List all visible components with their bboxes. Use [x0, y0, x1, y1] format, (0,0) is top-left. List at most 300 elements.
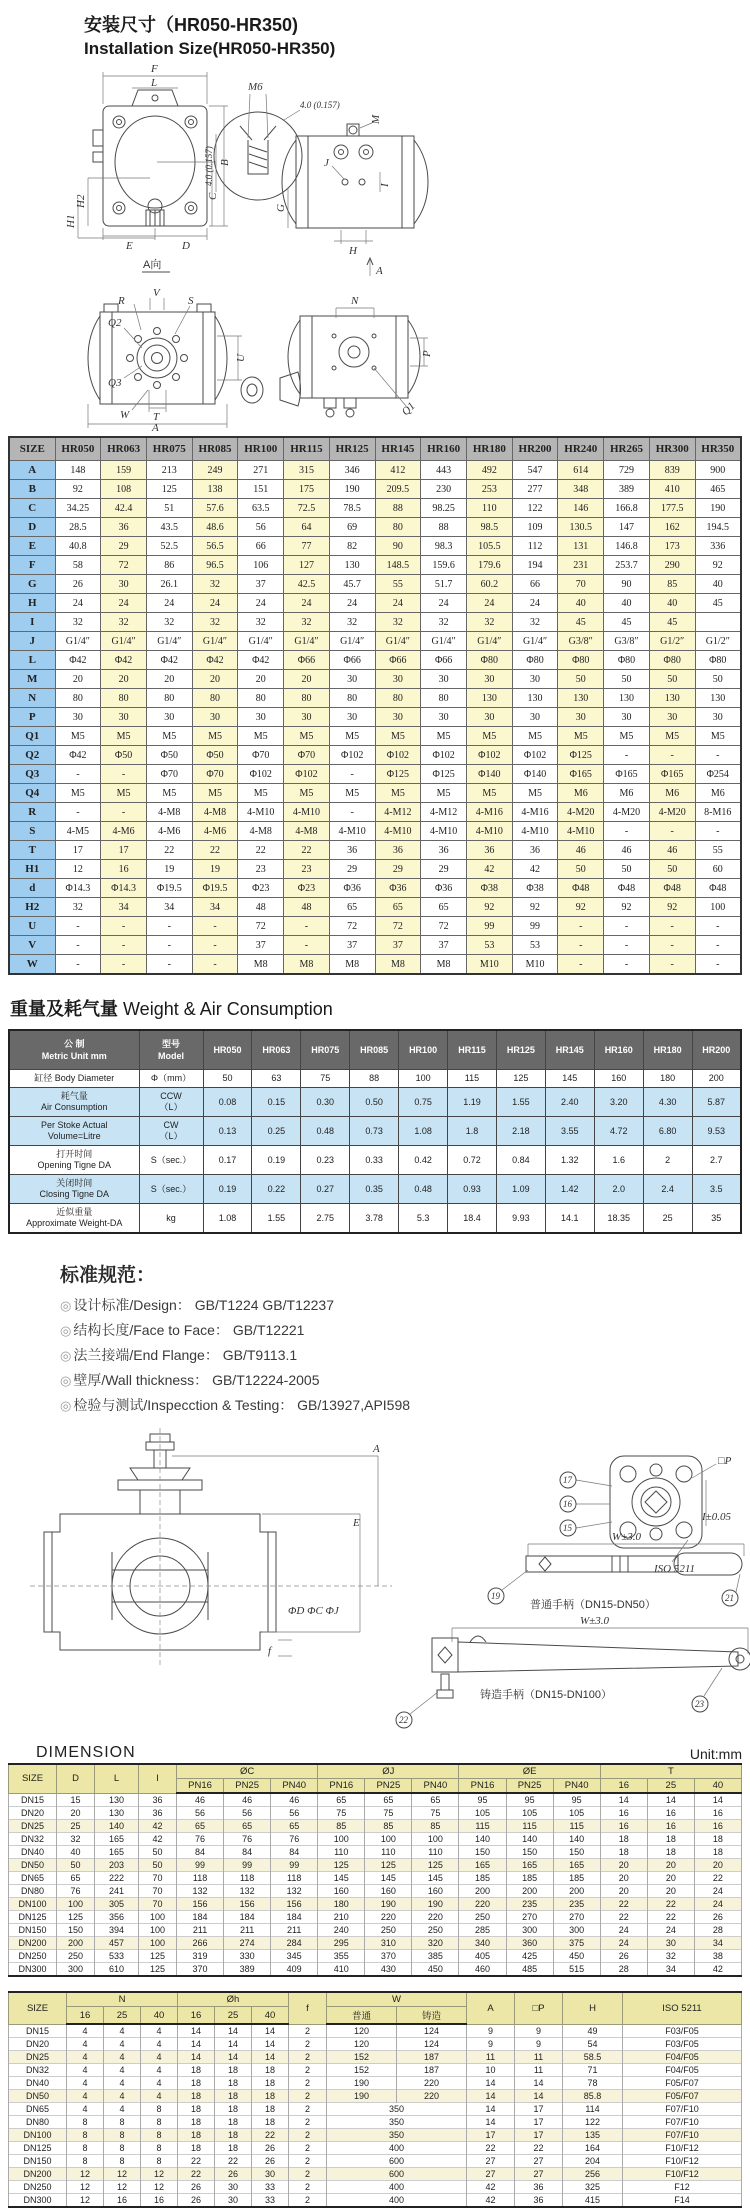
- size-cell: 32: [55, 613, 101, 632]
- dim2-cell: 325: [563, 2181, 623, 2194]
- size-cell: Φ125: [558, 746, 604, 765]
- dim1-cell: 36: [139, 1793, 177, 1807]
- size-cell: Φ19.5: [192, 879, 238, 898]
- size-cell: -: [146, 955, 192, 975]
- dim1-cell: DN300: [9, 1963, 57, 1977]
- dim1-cell: 84: [177, 1846, 224, 1859]
- size-row-label: D: [9, 518, 55, 537]
- dim2-cell: 4: [67, 2103, 104, 2116]
- size-cell: 43.5: [146, 518, 192, 537]
- dim1-cell: 75: [318, 1807, 365, 1820]
- size-cell: M6: [558, 784, 604, 803]
- dim1-cell: 65: [365, 1793, 412, 1807]
- dim1-cell: 118: [224, 1872, 271, 1885]
- handle2-label: 铸造手柄（DN15-DN100）: [480, 1689, 613, 1701]
- size-cell: -: [329, 803, 375, 822]
- size-cell: 80: [101, 689, 147, 708]
- size-cell: 42.4: [101, 499, 147, 518]
- dim1-cell: 76: [177, 1833, 224, 1846]
- size-cell: 50: [558, 860, 604, 879]
- size-row: [9, 708, 741, 727]
- dim1-cell: 65: [271, 1820, 318, 1833]
- side-label-j: J: [324, 157, 329, 169]
- size-cell: 65: [329, 898, 375, 917]
- size-cell: 162: [649, 518, 695, 537]
- size-cell: 72: [101, 556, 147, 575]
- weight-cell: 0.50: [350, 1088, 399, 1117]
- dim2-cell: 4: [67, 2064, 104, 2077]
- dim1-cell: 285: [459, 1924, 506, 1937]
- size-cell: Φ48: [695, 879, 741, 898]
- size-cell: G1/4″: [284, 632, 330, 651]
- dim2-cell: 124: [397, 2038, 467, 2051]
- size-cell: 52.5: [146, 537, 192, 556]
- weight-cell: 2.40: [545, 1088, 594, 1117]
- dim2-cell: 2: [289, 2024, 327, 2038]
- size-cell: 34: [192, 898, 238, 917]
- size-cell: 4-M12: [375, 803, 421, 822]
- size-cell: 45: [649, 613, 695, 632]
- dim1-cell: 190: [365, 1898, 412, 1911]
- size-cell: 32: [512, 613, 558, 632]
- dim-group-header: T: [600, 1764, 741, 1779]
- callout-15: 15: [563, 1523, 572, 1533]
- size-cell: M5: [649, 727, 695, 746]
- dim2-cell: 33: [252, 2194, 289, 2208]
- dim1-cell: 200: [459, 1885, 506, 1898]
- dim1-cell: 18: [600, 1833, 647, 1846]
- dim-header-group-row: [9, 1764, 742, 1779]
- dim1-cell: 460: [459, 1963, 506, 1977]
- size-cell: Φ42: [238, 651, 284, 670]
- valve-dim-f: f: [268, 1645, 272, 1657]
- size-cell: 50: [604, 860, 650, 879]
- dim1-cell: 16: [647, 1807, 694, 1820]
- standard-item: ◎ 设计标准/Design： GB/T1224 GB/T12237: [60, 1297, 335, 1313]
- size-cell: -: [284, 936, 330, 955]
- size-row-label: V: [9, 936, 55, 955]
- dim2-cell: DN32: [9, 2064, 67, 2077]
- size-cell: 29: [329, 860, 375, 879]
- size-cell: Φ36: [329, 879, 375, 898]
- dim-group-header: SIZE: [9, 1992, 67, 2024]
- dim1-cell: 410: [318, 1963, 365, 1977]
- size-cell: 28.5: [55, 518, 101, 537]
- size-cell: 29: [375, 860, 421, 879]
- size-cell: -: [604, 955, 650, 975]
- weight-cell: 2: [643, 1146, 692, 1175]
- dim2-cell: 114: [563, 2103, 623, 2116]
- dim2-cell: F14: [623, 2194, 742, 2208]
- size-cell: 80: [284, 689, 330, 708]
- size-cell: 4-M10: [284, 803, 330, 822]
- dim1-cell: 320: [412, 1937, 459, 1950]
- dim1-cell: 20: [600, 1859, 647, 1872]
- weight-cell: 0.22: [252, 1175, 301, 1204]
- size-cell: 26: [55, 575, 101, 594]
- dim1-row: [9, 1872, 742, 1885]
- pad-label-itol: I±0.05: [702, 1511, 731, 1523]
- size-cell: 130: [649, 689, 695, 708]
- dim1-cell: 18: [647, 1833, 694, 1846]
- dim1-cell: 160: [318, 1885, 365, 1898]
- dim-sub-header: PN40: [553, 1779, 600, 1794]
- dim1-cell: 65: [57, 1872, 95, 1885]
- size-cell: M8: [421, 955, 467, 975]
- dim2-cell: 14: [252, 2051, 289, 2064]
- dim1-cell: 56: [224, 1807, 271, 1820]
- dim2-cell: 18: [215, 2077, 252, 2090]
- dim2-cell: 4: [141, 2064, 178, 2077]
- dim1-cell: 610: [95, 1963, 139, 1977]
- dim2-cell: 27: [467, 2168, 515, 2181]
- dim-group-header: N: [67, 1992, 178, 2007]
- standards-list: [60, 1293, 750, 1418]
- size-cell: 72: [375, 917, 421, 936]
- size-col-header: HR100: [238, 437, 284, 461]
- dim1-cell: 16: [600, 1807, 647, 1820]
- size-cell: 85: [649, 575, 695, 594]
- size-cell: 443: [421, 461, 467, 480]
- dim2-cell: 18: [178, 2116, 215, 2129]
- dim1-cell: 360: [506, 1937, 553, 1950]
- size-cell: G1/4″: [238, 632, 284, 651]
- dim-group-header: H: [563, 1992, 623, 2024]
- size-cell: Φ66: [329, 651, 375, 670]
- page-title-block: [0, 0, 750, 60]
- dim1-cell: 56: [177, 1807, 224, 1820]
- dim2-cell: F10/F12: [623, 2142, 742, 2155]
- size-cell: 16: [101, 860, 147, 879]
- size-col-header: HR145: [375, 437, 421, 461]
- size-cell: Φ140: [512, 765, 558, 784]
- dim2-cell: DN15: [9, 2024, 67, 2038]
- dim2-cell: 14: [467, 2077, 515, 2090]
- dim1-cell: 14: [600, 1793, 647, 1807]
- dim2-cell: DN65: [9, 2103, 67, 2116]
- size-row: [9, 556, 741, 575]
- weight-row-label: 近似重量 Approximate Weight-DA: [9, 1204, 139, 1234]
- dim1-cell: 65: [224, 1820, 271, 1833]
- dim2-cell: DN300: [9, 2194, 67, 2208]
- size-cell: 37: [375, 936, 421, 955]
- dim2-cell: 2: [289, 2077, 327, 2090]
- size-cell: Φ42: [101, 651, 147, 670]
- size-cell: 839: [649, 461, 695, 480]
- dim2-cell: 220: [397, 2090, 467, 2103]
- size-cell: Φ165: [649, 765, 695, 784]
- weight-model-header: HR125: [496, 1030, 545, 1070]
- dim-sub-header: PN16: [459, 1779, 506, 1794]
- size-row: [9, 746, 741, 765]
- weight-row-unit: S（sec.）: [139, 1146, 203, 1175]
- callout-22: 22: [399, 1715, 408, 1725]
- dim2-cell: 18: [252, 2103, 289, 2116]
- dim1-cell: 15: [57, 1793, 95, 1807]
- size-cell: 26.1: [146, 575, 192, 594]
- dim1-cell: 18: [694, 1833, 741, 1846]
- dim-label-l: L: [151, 77, 158, 89]
- dim1-cell: 185: [506, 1872, 553, 1885]
- dim1-cell: 84: [224, 1846, 271, 1859]
- size-cell: 290: [649, 556, 695, 575]
- dim2-cell: 18: [252, 2064, 289, 2077]
- size-cell: 177.5: [649, 499, 695, 518]
- dim1-cell: 100: [139, 1924, 177, 1937]
- dim1-cell: 110: [412, 1846, 459, 1859]
- size-cell: 24: [375, 594, 421, 613]
- dim2-cell-span: 400: [327, 2142, 467, 2155]
- weight-cell: 0.84: [496, 1146, 545, 1175]
- dim-group-header: D: [57, 1764, 95, 1793]
- size-cell: 24: [421, 594, 467, 613]
- size-row-label: J: [9, 632, 55, 651]
- size-cell: 130: [329, 556, 375, 575]
- dim1-cell: 370: [365, 1950, 412, 1963]
- dim1-cell: 76: [57, 1885, 95, 1898]
- dim1-cell: 65: [412, 1793, 459, 1807]
- size-cell: 138: [192, 480, 238, 499]
- dim1-cell: 46: [271, 1793, 318, 1807]
- weight-cell: 0.27: [301, 1175, 350, 1204]
- dim2-cell: 18: [178, 2103, 215, 2116]
- dim-label-f: F: [151, 63, 158, 75]
- dim1-row: [9, 1859, 742, 1872]
- size-cell: 24: [55, 594, 101, 613]
- weight-model-header: HR145: [545, 1030, 594, 1070]
- dim1-cell: 16: [600, 1820, 647, 1833]
- size-cell: Φ23: [238, 879, 284, 898]
- dim-group-header: A: [467, 1992, 515, 2024]
- dim-sub-header: PN25: [506, 1779, 553, 1794]
- dim2-cell: 8: [141, 2103, 178, 2116]
- size-cell: 4-M10: [512, 822, 558, 841]
- size-cell: M6: [649, 784, 695, 803]
- dim2-cell: 27: [515, 2155, 563, 2168]
- weight-cell: 0.35: [350, 1175, 399, 1204]
- dim1-cell: 515: [553, 1963, 600, 1977]
- dim1-cell: 16: [647, 1820, 694, 1833]
- size-cell: M5: [238, 784, 284, 803]
- installation-drawing: [0, 60, 750, 432]
- dim2-cell: 124: [397, 2024, 467, 2038]
- size-cell: 88: [375, 499, 421, 518]
- weight-cell: 3.55: [545, 1117, 594, 1146]
- dim1-cell: 405: [459, 1950, 506, 1963]
- size-cell: M5: [101, 784, 147, 803]
- br-label-n: N: [351, 295, 359, 307]
- weight-cell: 1.55: [252, 1204, 301, 1234]
- size-cell: 4-M10: [421, 822, 467, 841]
- size-cell: 30: [329, 670, 375, 689]
- size-cell: 4-M5: [55, 822, 101, 841]
- bottom-label-w: W: [120, 409, 130, 421]
- dim2-cell: 135: [563, 2129, 623, 2142]
- weight-row-label: 缸径 Body Diameter: [9, 1070, 139, 1088]
- weight-model-header: HR050: [203, 1030, 252, 1070]
- dim1-cell: 184: [271, 1911, 318, 1924]
- size-row: [9, 898, 741, 917]
- size-cell: 36: [375, 841, 421, 860]
- dim1-cell: 24: [694, 1898, 741, 1911]
- bullet-icon: ◎: [60, 1298, 72, 1313]
- size-cell: -: [329, 765, 375, 784]
- size-col-header: HR115: [284, 437, 330, 461]
- size-cell: 277: [512, 480, 558, 499]
- bullet-icon: ◎: [60, 1348, 72, 1363]
- dim1-cell: 65: [318, 1793, 365, 1807]
- size-cell: 92: [649, 898, 695, 917]
- dim-sub-header: PN16: [318, 1779, 365, 1794]
- size-cell: Φ66: [284, 651, 330, 670]
- size-col-header: HR160: [421, 437, 467, 461]
- dim-group-header: ISO 5211: [623, 1992, 742, 2024]
- dim1-cell: 28: [600, 1963, 647, 1977]
- size-cell: 32: [192, 575, 238, 594]
- dim-sub-header: PN16: [177, 1779, 224, 1794]
- dim1-cell: 70: [139, 1872, 177, 1885]
- dim2-cell: 2: [289, 2194, 327, 2208]
- size-cell: 130: [512, 689, 558, 708]
- size-cell: Φ50: [192, 746, 238, 765]
- size-cell: Φ125: [375, 765, 421, 784]
- size-cell: 130.5: [558, 518, 604, 537]
- dim2-cell: 2: [289, 2103, 327, 2116]
- dim1-cell: 222: [95, 1872, 139, 1885]
- size-cell: Φ14.3: [101, 879, 147, 898]
- dim2-cell-span: 400: [327, 2181, 467, 2194]
- size-row: [9, 499, 741, 518]
- size-row-label: W: [9, 955, 55, 975]
- size-cell: M5: [558, 727, 604, 746]
- dim-group-header: □P: [515, 1992, 563, 2024]
- size-cell: 92: [55, 480, 101, 499]
- dim1-cell: 100: [318, 1833, 365, 1846]
- size-cell: 30: [695, 708, 741, 727]
- dim1-cell: 295: [318, 1937, 365, 1950]
- size-cell: 122: [512, 499, 558, 518]
- size-cell: Φ70: [238, 746, 284, 765]
- dim1-cell: 50: [57, 1859, 95, 1872]
- size-row: [9, 594, 741, 613]
- size-cell: 72: [421, 917, 467, 936]
- dim1-cell: 20: [647, 1859, 694, 1872]
- dim1-cell: 24: [647, 1924, 694, 1937]
- size-row-label: Q2: [9, 746, 55, 765]
- dim1-cell: 100: [139, 1911, 177, 1924]
- dim1-cell: 105: [553, 1807, 600, 1820]
- dim1-cell: 20: [57, 1807, 95, 1820]
- size-cell: Φ80: [466, 651, 512, 670]
- size-cell: 108: [101, 480, 147, 499]
- size-cell: 40: [558, 594, 604, 613]
- dimension-table-1: [8, 1763, 742, 1977]
- dim1-cell: 150: [553, 1846, 600, 1859]
- standard-item: ◎ 检验与测试/Inspecction & Testing： GB/13927,API598: [60, 1397, 411, 1413]
- dim2-cell: 22: [515, 2142, 563, 2155]
- dim1-cell: 140: [459, 1833, 506, 1846]
- size-cell: G1/4″: [101, 632, 147, 651]
- dim2-cell: 11: [515, 2064, 563, 2077]
- size-cell: 69: [329, 518, 375, 537]
- size-cell: 30: [421, 708, 467, 727]
- size-cell: 63.5: [238, 499, 284, 518]
- dim1-cell: 100: [412, 1833, 459, 1846]
- dim2-cell: 4: [104, 2064, 141, 2077]
- size-row: [9, 670, 741, 689]
- dim2-cell-span: 350: [327, 2116, 467, 2129]
- dim1-cell: 32: [647, 1950, 694, 1963]
- dimension-table-2: [8, 1991, 742, 2208]
- side-label-g: G: [275, 204, 287, 212]
- size-cell: -: [101, 917, 147, 936]
- size-cell: 66: [238, 537, 284, 556]
- size-cell: 90: [604, 575, 650, 594]
- callout-17: 17: [563, 1475, 572, 1485]
- size-cell: 92: [466, 898, 512, 917]
- dim2-cell: 8: [104, 2142, 141, 2155]
- size-cell: 40.8: [55, 537, 101, 556]
- size-cell: 99: [512, 917, 558, 936]
- size-cell: 66: [512, 575, 558, 594]
- dim2-cell: F03/F05: [623, 2038, 742, 2051]
- dim2-cell: 22: [178, 2168, 215, 2181]
- dim1-cell: 20: [647, 1885, 694, 1898]
- dim1-cell: 132: [224, 1885, 271, 1898]
- dim1-cell: DN20: [9, 1807, 57, 1820]
- weight-cell: 3.20: [594, 1088, 643, 1117]
- size-cell: 32: [284, 613, 330, 632]
- dim2-cell: 30: [215, 2181, 252, 2194]
- size-cell: 80: [421, 689, 467, 708]
- dim1-cell: 345: [271, 1950, 318, 1963]
- dim1-row: [9, 1807, 742, 1820]
- dim2-cell: 30: [215, 2194, 252, 2208]
- dim2-cell: 2: [289, 2168, 327, 2181]
- size-row-label: T: [9, 841, 55, 860]
- weight-cell: 2.7: [692, 1146, 741, 1175]
- size-cell: Φ42: [192, 651, 238, 670]
- size-cell: -: [649, 917, 695, 936]
- dim-group-header: f: [289, 1992, 327, 2024]
- size-cell: -: [146, 917, 192, 936]
- size-cell: 78.5: [329, 499, 375, 518]
- size-cell: 24: [192, 594, 238, 613]
- size-cell: M5: [421, 784, 467, 803]
- dim1-cell: 241: [95, 1885, 139, 1898]
- size-cell: Φ102: [284, 765, 330, 784]
- weight-cell: 0.17: [203, 1146, 252, 1175]
- size-cell: 148.5: [375, 556, 421, 575]
- size-row-label: R: [9, 803, 55, 822]
- dim2-cell: 2: [289, 2090, 327, 2103]
- size-cell: 32: [238, 613, 284, 632]
- weight-cell: 4.72: [594, 1117, 643, 1146]
- size-cell: Φ80: [649, 651, 695, 670]
- size-cell: -: [55, 765, 101, 784]
- size-cell: 23: [238, 860, 284, 879]
- weight-cell: 3.5: [692, 1175, 741, 1204]
- dim2-cell: 18: [252, 2116, 289, 2129]
- weight-title-cn: 重量及耗气量: [10, 999, 118, 1019]
- size-cell: 4-M10: [558, 822, 604, 841]
- dim2-cell: 8: [104, 2116, 141, 2129]
- dim2-cell: 4: [67, 2051, 104, 2064]
- weight-cell: 3.78: [350, 1204, 399, 1234]
- size-row: [9, 879, 741, 898]
- size-cell: 12: [55, 860, 101, 879]
- size-cell: 80: [192, 689, 238, 708]
